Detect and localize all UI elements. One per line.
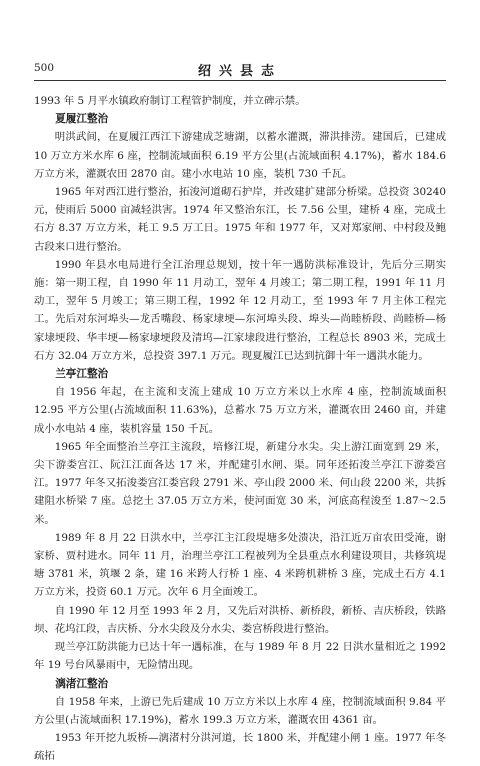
- paragraph-pingshui-maintenance: 1993 年 5 月平水镇政府制订工程管护制度，并立碑示禁。: [34, 95, 306, 107]
- paragraph-lizhujiang-reservoirs: 自 1958 年来，上游已先后建成 10 万立方米以上水库 4 座，控制流域面积 9.84 平方公里(占流域面积 17.19%)，蓄水 199.3 万立方米，灌溉农田 4361 亩。: [34, 695, 446, 726]
- paragraph-lantingjiang-1990: 自 1990 年 12 月至 1993 年 2 月，又先后对洪桥、新桥段，新桥、吉庆桥段，铁路坝、花坞江段，吉庆桥、分水尖段及分水尖、娄宫桥段进行整治。: [34, 604, 446, 635]
- page-header: [34, 60, 446, 81]
- paragraph-lantingjiang-current: 现兰亭江防洪能力已达十年一遇标准，在与 1989 年 8 月 22 日洪水量相近之 1992 年 19 号台风暴雨中，无险情出现。: [34, 641, 446, 672]
- section-heading-lizhujiang: 漓渚江整治: [55, 677, 109, 690]
- paragraph-lizhujiang-1953: 1953 年开挖九坂桥—漓渚村分洪河道，长 1800 米，并配建小闸 1 座。1977 年冬疏拓: [34, 732, 446, 763]
- running-title: 绍兴县志: [197, 64, 282, 79]
- section-heading-xialujiang: 夏履江整治: [55, 113, 109, 126]
- paragraph-lantingjiang-reservoirs: 自 1956 年起，在主流和支流上建成 10 万立方米以上水库 4 座，控制流域面积 12.95 平方公里(占流域面积 11.63%)，总蓄水 75 万立方米，灌溉农田 2460 亩，并建成小水电站 4 座，装机容量 150 千瓦。: [34, 386, 446, 435]
- paragraph-xialujiang-1990: 1990 年县水电局进行全江治理总规划，按十年一遇防洪标准设计，先后分三期实施：第一期工程，自 1990 年 11 月动工，翌年 4 月竣工；第二期工程，1991 年 11 月动工，翌年 5 月竣工；第三期工程，1992 年 12 月动工，至 1993 年 7 月主体工程完工。先后对东河埠头—龙舌嘴段、杨家埭埂—东河埠头段、埠头—尚睦桥段、尚睦桥—杨家埭埂段、华丰埂—杨家埭埂段及清坞—江家埭段进行整治，工程总长 8903 米，完成土石方 32.04 万立方米，总投资 397.1 万元。现夏履江已达到抗御十年一遇洪水能力。: [34, 258, 446, 362]
- paragraph-lantingjiang-1965: 1965 年全面整治兰亭江主流段，培修江堤，新建分水尖。尖上游江面宽到 29 米，尖下游娄宫江、阮江江面各达 17 米，并配建引水闸、渠。同年还拓浚兰亭江下游娄宫江。1977 年冬又拓浚娄宫江娄宫段 2791 米、亭山段 2000 米、何山段 2200 米，共拆建阻水桥梁 7 座。总挖土 37.05 万立方米，使河面宽 30 米，河底高程浚至 1.87～2.5 米。: [34, 440, 446, 526]
- page-number: 500: [34, 62, 55, 74]
- paragraph-lantingjiang-1989: 1989 年 8 月 22 日洪水中，兰亭江主江段堤塘多处溃决，沿江近万亩农田受淹，谢家桥、贾村进水。同年 11 月，治理兰亭江工程被列为全县重点水利建设项目，共修筑堤塘 3781 米，筑堰 2 条，建 16 米跨人行桥 1 座、4 米跨机耕桥 3 座，完成土石方 4.1 万立方米，投资 60.1 万元。次年 6 月全面竣工。: [34, 531, 446, 599]
- page-body: [34, 92, 446, 766]
- paragraph-xialujiang-1965: 1965 年对西江进行整治，拓浚河道砌石护岸，并改建扩建部分桥梁。总投资 30240 元，使雨后 5000 亩减轻洪害。1974 年又整治东江，长 7.56 公里，建桥 4 座，完成土石方 8.37 万立方米，耗工 9.5 万工日。1975 年和 1977 年，又对郑家闸、中村段及鲍古段来口进行整治。: [34, 186, 446, 253]
- paragraph-xialujiang-history: 明洪武间，在夏履江西江下游建成芝塘湖，以蓄水灌溉，滞洪排涝。建国后，已建成 10 万立方米水库 6 座，控制流域面积 6.19 平方公里(占流域面积 4.17%)，蓄水 184.6 万立方米，灌溉农田 2870 亩。建小水电站 10 座，装机 730 千瓦。: [34, 131, 446, 180]
- section-heading-lantingjiang: 兰亭江整治: [55, 368, 109, 381]
